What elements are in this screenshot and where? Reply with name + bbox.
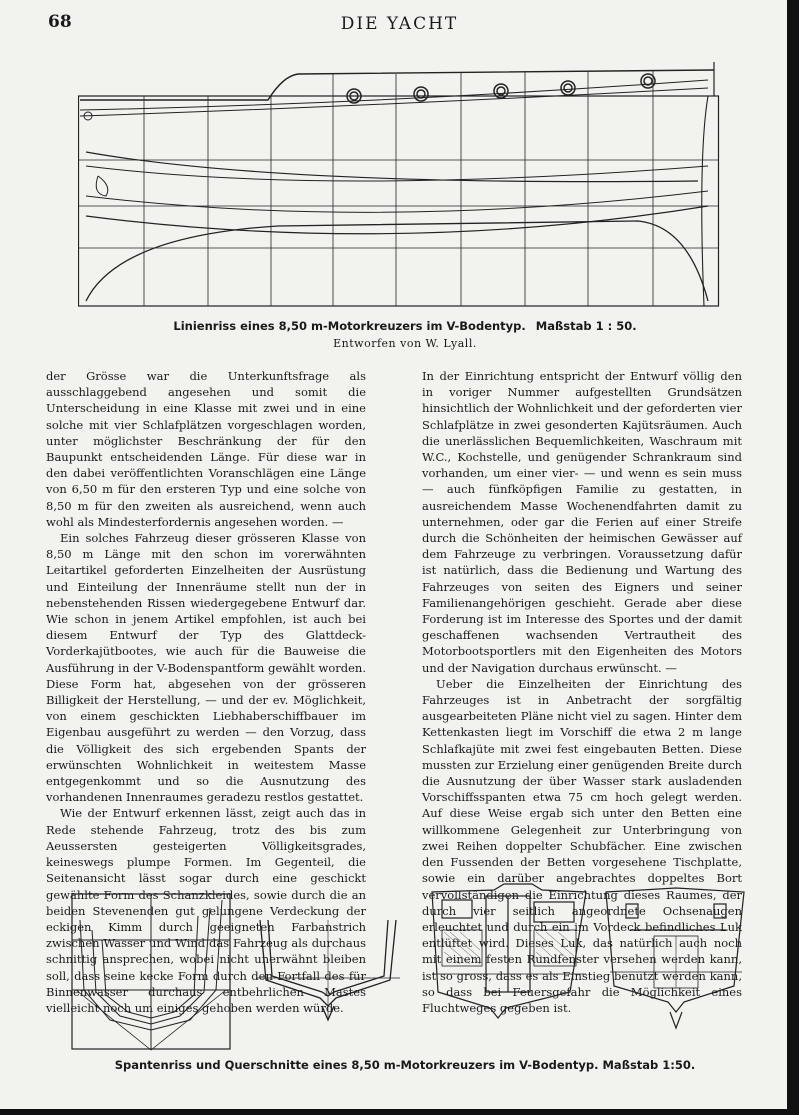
body-plan-drawing: [72, 894, 230, 1050]
paragraph: Wie der Entwurf erkennen lässt, zeigt auch das in Rede stehende Fahrzeug, trotz des bis zum Aeussersten gesteigerten Völligkeitsgrades, keineswegs plumpe Formen. Im Gegenteil, die Seitenansicht lässt sogar durch eine geschickt gewählte Form des Schanzkleides, sowie durch die an beiden Stevenenden gut gelungene Verdeckung der eckigen Kimm durch geeigneten Farbanstrich zwischen Wasser und Wind das Fahrzeug als durchaus schnittig ansprechen, wobei nicht unerwähnt bleiben soll, dass seine kecke Form durch den Fortfall des für Binnenwasser durchaus entbehrlichen Mastes vielleicht noch um einiges gehoben werden würde.: [46, 806, 366, 1015]
caption-scale: Maßstab 1:50.: [602, 1058, 696, 1072]
figure-caption-top: [60, 319, 750, 333]
aft-section-drawing: [606, 888, 744, 1028]
journal-title: DIE YACHT: [340, 14, 459, 34]
caption-text: Spantenriss und Querschnitte eines 8,50 m-Motorkreuzers im V-Bodentyp.: [114, 1058, 599, 1072]
paragraph: Ueber die Einzelheiten der Einrichtung des Fahrzeuges ist in Anbetracht der sorgfältig ausgearbeiteten Pläne nicht viel zu sagen. Hinter dem Kettenkasten liegt im Vorschiff die etwa 2 m lange Schlafkajüte mit zwei fest eingebauten Betten. Diese mussten zur Erzielung einer genügenden Breite durch die Ausnutzung der über Wasser stark ausladenden Vorschiffsspanten etwa 75 cm hoch gelegt werden. Auf diese Weise ergab sich unter den Betten eine willkommene Gelegenheit zur Unterbringung von zwei Reihen doppelter Schubfächer. Eine zwischen den Fussenden der Betten vorgesehene Tischplatte, sowie ein darüber angebrachtes doppeltes Bort vervollständigen die Einrichtung dieses Raumes, der durch vier seitlich angeordnete Ochsenaugen erleuchtet und durch ein im Vordeck befindliches Luk entlüftet wird. Dieses Luk, das natürlich auch noch mit einem festen Rundfenster versehen werden kann, ist so gross, dass es als Einstieg benutzt werden kann, so dass bei Feuersgefahr die Möglichkeit eines Fluchtweges gegeben ist.: [422, 676, 742, 1015]
lines-plan-figure: [78, 56, 720, 308]
paragraph: Ein solches Fahrzeug dieser grösseren Klasse von 8,50 m Länge mit den schon im vorerwähnten Leitartikel geforderten Einzelheiten der Ausrüstung und Einteilung der Innenräume stellt nun der in nebenstehenden Rissen wiedergegebene Entwurf dar. Wie schon in jenem Artikel empfohlen, ist auch bei diesem Entwurf der Typ des Glattdeck-Vorderkajütbootes, wie auch für die Bauweise die Ausführung in der V-Bodenspantform gewählt worden. Diese Form hat, abgesehen von der grösseren Billigkeit der Herstellung, — und der ev. Möglichkeit, von einem geschickten Liebhaberschiffbauer im Eigenbau ausgeführt zu werden — den Vorzug, dass die Völligkeit des sich ergebenden Spants der erwünschten Wohnlichkeit in weitestem Masse entgegenkommt und so die Ausnutzung des vorhandenen Innenraumes geradezu restlos gestattet.: [46, 531, 366, 805]
page-bottom-edge: [0, 1109, 799, 1115]
figure-credit: Entworfen von W. Lyall.: [333, 337, 477, 350]
caption-text: Linienriss eines 8,50 m-Motorkreuzers im V-Bodentyp.: [173, 319, 526, 333]
caption-scale: Maßstab 1 : 50.: [535, 319, 637, 333]
cross-sections-figure: [70, 880, 750, 1055]
midship-section-drawing: [256, 920, 400, 1020]
page-number: 68: [48, 12, 72, 32]
page-edge-shadow: [787, 0, 799, 1115]
cabin-section-drawing: [432, 884, 586, 1018]
paragraph: In der Einrichtung entspricht der Entwurf völlig den in voriger Nummer aufgestellten Grundsätzen hinsichtlich der Wohnlichkeit und der geforderten vier Schlafplätze in zwei gesonderten Kajütsräumen. Auch die unerlässlichen Bequemlichkeiten, Waschraum mit W.C., Kochstelle, und genügender Schrankraum sind vorhanden, um einer vier- — und wenn es sein muss — auch fünfköpfigen Familie zu gestatten, in ausreichendem Masse Wochenendfahrten damit zu unternehmen, oder gar die Ferien auf einer Streife durch die Schönheiten der heimischen Gewässer auf dem Fahrzeuge zu verbringen. Voraussetzung dafür ist natürlich, dass die Bedienung und Wartung des Fahrzeuges von seiten des Eigners und seiner Familienangehörigen geschieht. Gerade aber diese Forderung ist im Interesse des Sportes und der damit geschaffenen wachsenden Vertrautheit des Motorbootsportlers mit den Eigenheiten des Motors und der Navigation durchaus erwünscht. —: [422, 369, 742, 675]
paragraph: der Grösse war die Unterkunftsfrage als ausschlaggebend angesehen und somit die Unterscheidung in eine Klasse mit zwei und in eine solche mit vier Schlafplätzen vorgeschlagen worden, unter möglichster Beschränkung der für den Baupunkt entscheidenden Länge. Für diese war in den dabei veröffentlichten Voranschlägen eine Länge von 6,50 m für den ersteren Typ und eine solche von 8,50 m für den zweiten als ausreichend, wenn auch wohl als Mindesterfordernis angesehen worden. —: [46, 369, 366, 529]
figure-caption-bottom: [60, 1058, 750, 1072]
